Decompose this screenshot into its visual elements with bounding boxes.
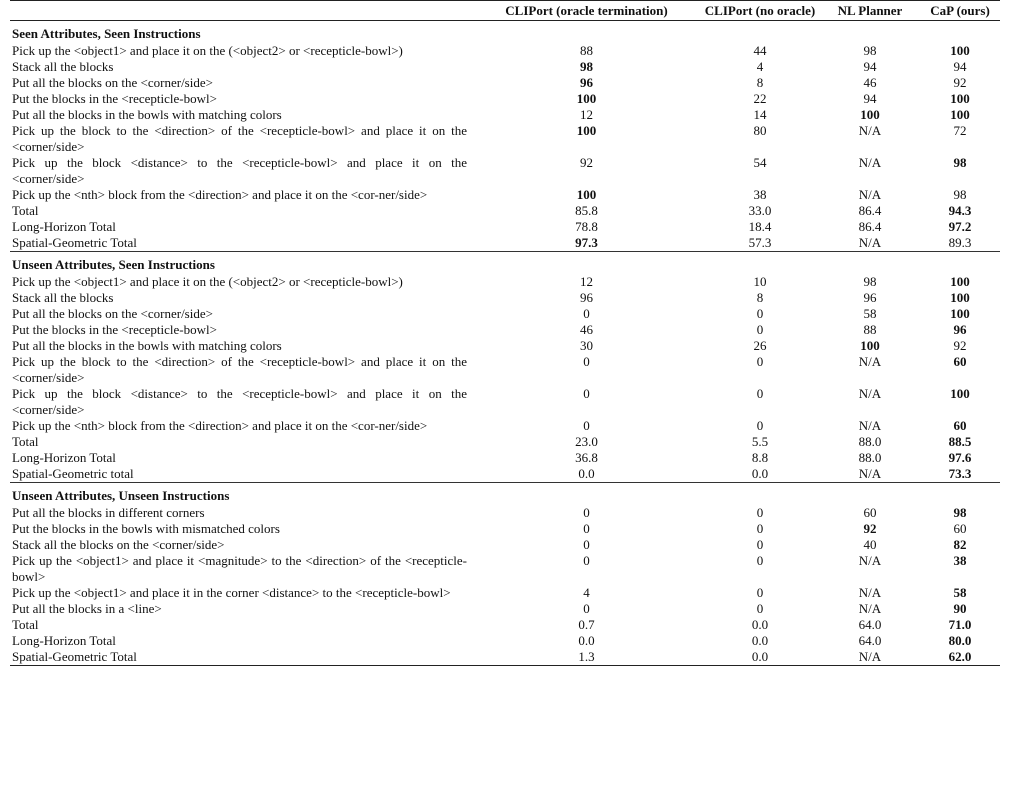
value-cell: 98	[580, 59, 593, 74]
value-cell: 46	[863, 75, 877, 90]
value-cell: N/A	[858, 123, 882, 138]
value-cell: 98	[953, 505, 967, 520]
value-cell: 1.3	[578, 649, 595, 664]
value-cell: 88.5	[948, 434, 972, 449]
value-cell: N/A	[858, 155, 882, 170]
value-cell: 0.0	[578, 466, 595, 481]
table-row	[10, 633, 1000, 649]
value-cell: 38	[753, 187, 767, 202]
value-cell: 72	[953, 123, 967, 138]
value-cell: N/A	[858, 553, 882, 568]
value-cell: 94	[863, 91, 877, 106]
value-cell: 23.0	[575, 434, 598, 449]
value-cell: 14	[753, 107, 767, 122]
value-cell: 92	[580, 155, 593, 170]
table-header	[10, 1, 1000, 21]
value-cell: 38	[953, 553, 967, 568]
table-row	[10, 585, 1000, 601]
value-cell: 100	[950, 274, 970, 289]
table-row	[10, 521, 1000, 537]
value-cell: 98	[953, 155, 967, 170]
table-row	[10, 505, 1000, 521]
value-cell: 97.3	[575, 235, 598, 250]
value-cell: 12	[580, 274, 593, 289]
table-row	[10, 203, 1000, 219]
table-row	[10, 235, 1000, 252]
header-cliport-oracle: CLIPort (oracle termination)	[505, 2, 668, 18]
task-cell: Stack all the blocks	[12, 290, 114, 305]
value-cell: 88.0	[858, 450, 882, 465]
table-row	[10, 553, 1000, 585]
header-nl-planner: NL Planner	[837, 2, 903, 18]
value-cell: 0	[583, 521, 590, 536]
table-row	[10, 290, 1000, 306]
value-cell: 100	[576, 123, 597, 138]
value-cell: 97.2	[948, 219, 972, 234]
value-cell: N/A	[858, 354, 882, 369]
value-cell: 100	[950, 107, 970, 122]
value-cell: 100	[576, 91, 597, 106]
header-cap-ours: CaP (ours)	[930, 2, 990, 18]
value-cell: 96	[580, 290, 593, 305]
table-row	[10, 338, 1000, 354]
value-cell: 36.8	[575, 450, 598, 465]
section-title: Unseen Attributes, Unseen Instructions	[12, 488, 230, 503]
value-cell: 92	[953, 75, 967, 90]
results-table-container	[10, 0, 1000, 666]
value-cell: 100	[950, 290, 970, 305]
value-cell: 30	[580, 338, 593, 353]
table-row	[10, 123, 1000, 155]
value-cell: 100	[950, 386, 970, 401]
value-cell: 94	[953, 59, 967, 74]
value-cell: 88	[580, 43, 593, 58]
value-cell: 88	[863, 322, 877, 337]
value-cell: 10	[753, 274, 767, 289]
value-cell: N/A	[858, 418, 882, 433]
value-cell: 100	[950, 91, 970, 106]
value-cell: 0	[756, 553, 764, 568]
value-cell: 98	[863, 274, 877, 289]
task-cell: Total	[12, 617, 39, 632]
section-header-row	[10, 21, 1000, 44]
value-cell: 0.0	[578, 633, 595, 648]
value-cell: 90	[953, 601, 967, 616]
value-cell: 78.8	[575, 219, 598, 234]
value-cell: 0	[583, 553, 590, 568]
task-cell: Put all the blocks in a <line>	[12, 601, 162, 616]
value-cell: 60	[953, 521, 967, 536]
value-cell: 0	[756, 322, 764, 337]
task-cell: Pick up the block <distance> to the <recepticle-bowl> and place it on the <corner/side>	[12, 155, 467, 186]
table-row	[10, 274, 1000, 290]
value-cell: 5.5	[751, 434, 769, 449]
value-cell: 0	[583, 354, 590, 369]
value-cell: 0.7	[578, 617, 595, 632]
value-cell: 0	[583, 601, 590, 616]
table-row	[10, 306, 1000, 322]
task-cell: Put all the blocks in different corners	[12, 505, 205, 520]
table-row	[10, 537, 1000, 553]
value-cell: 4	[583, 585, 590, 600]
task-cell: Pick up the <nth> block from the <direction> and place it on the <cor-ner/side>	[12, 418, 428, 433]
value-cell: 8	[756, 290, 764, 305]
table-row	[10, 219, 1000, 235]
value-cell: 57.3	[748, 235, 772, 250]
value-cell: 100	[860, 107, 880, 122]
table-row	[10, 418, 1000, 434]
value-cell: 4	[756, 59, 764, 74]
value-cell: N/A	[858, 601, 882, 616]
value-cell: 64.0	[858, 617, 882, 632]
value-cell: 0	[583, 537, 590, 552]
value-cell: 58	[953, 585, 967, 600]
value-cell: 0.0	[751, 466, 769, 481]
task-cell: Put all the blocks in the bowls with matching colors	[12, 107, 282, 122]
task-cell: Total	[12, 434, 39, 449]
value-cell: 92	[863, 521, 877, 536]
task-cell: Put the blocks in the bowls with mismatched colors	[12, 521, 280, 536]
value-cell: 0	[756, 585, 764, 600]
task-cell: Long-Horizon Total	[12, 633, 116, 648]
value-cell: 96	[580, 75, 593, 90]
value-cell: 40	[863, 537, 877, 552]
section-title: Unseen Attributes, Seen Instructions	[12, 257, 215, 272]
value-cell: 0	[583, 505, 590, 520]
value-cell: 88.0	[858, 434, 882, 449]
table-row	[10, 75, 1000, 91]
value-cell: N/A	[858, 187, 882, 202]
value-cell: 98	[953, 187, 967, 202]
value-cell: N/A	[858, 386, 882, 401]
value-cell: 60	[863, 505, 877, 520]
value-cell: 33.0	[748, 203, 772, 218]
value-cell: 0.0	[751, 617, 769, 632]
value-cell: 89.3	[948, 235, 972, 250]
value-cell: N/A	[858, 466, 882, 481]
value-cell: 22	[753, 91, 767, 106]
value-cell: 0	[756, 521, 764, 536]
value-cell: 100	[576, 187, 597, 202]
section-header-row	[10, 483, 1000, 506]
value-cell: 98	[863, 43, 877, 58]
task-cell: Pick up the <object1> and place it <magnitude> to the <direction> of the <recepticle-bowl>	[12, 553, 467, 584]
table-row	[10, 450, 1000, 466]
value-cell: 86.4	[858, 219, 882, 234]
value-cell: 97.6	[948, 450, 972, 465]
task-cell: Long-Horizon Total	[12, 219, 116, 234]
task-cell: Total	[12, 203, 39, 218]
value-cell: N/A	[858, 585, 882, 600]
value-cell: 96	[953, 322, 967, 337]
value-cell: 8.8	[751, 450, 769, 465]
task-cell: Put all the blocks on the <corner/side>	[12, 75, 213, 90]
task-cell: Pick up the <object1> and place it on the (<object2> or <recepticle-bowl>)	[12, 274, 403, 289]
table-row	[10, 187, 1000, 203]
task-cell: Pick up the <nth> block from the <direction> and place it on the <cor-ner/side>	[12, 187, 428, 202]
table-row	[10, 59, 1000, 75]
value-cell: 0	[583, 418, 590, 433]
header-task-column	[10, 1, 473, 21]
section-header-row	[10, 252, 1000, 275]
value-cell: 8	[756, 75, 764, 90]
value-cell: 96	[863, 290, 877, 305]
value-cell: 94.3	[948, 203, 972, 218]
task-cell: Put all the blocks in the bowls with matching colors	[12, 338, 282, 353]
value-cell: 18.4	[748, 219, 772, 234]
task-cell: Spatial-Geometric Total	[12, 235, 137, 250]
value-cell: 60	[953, 354, 967, 369]
value-cell: 0.0	[751, 649, 769, 664]
task-cell: Spatial-Geometric total	[12, 466, 134, 481]
value-cell: 73.3	[948, 466, 972, 481]
value-cell: 54	[753, 155, 767, 170]
task-cell: Spatial-Geometric Total	[12, 649, 137, 664]
table-row	[10, 322, 1000, 338]
table-row	[10, 617, 1000, 633]
value-cell: 46	[580, 322, 593, 337]
section-title: Seen Attributes, Seen Instructions	[12, 26, 201, 41]
value-cell: 60	[953, 418, 967, 433]
value-cell: 80	[753, 123, 767, 138]
table-row	[10, 466, 1000, 483]
value-cell: 0.0	[751, 633, 769, 648]
table-row	[10, 107, 1000, 123]
table-row	[10, 91, 1000, 107]
value-cell: 100	[950, 306, 970, 321]
value-cell: 62.0	[948, 649, 972, 664]
value-cell: 0	[583, 306, 590, 321]
value-cell: 0	[583, 386, 590, 401]
table-body	[10, 21, 1000, 666]
value-cell: 82	[953, 537, 967, 552]
value-cell: N/A	[858, 649, 882, 664]
value-cell: 64.0	[858, 633, 882, 648]
value-cell: 71.0	[948, 617, 972, 632]
value-cell: N/A	[858, 235, 882, 250]
task-cell: Stack all the blocks on the <corner/side>	[12, 537, 225, 552]
value-cell: 58	[863, 306, 877, 321]
task-cell: Put the blocks in the <recepticle-bowl>	[12, 322, 217, 337]
value-cell: 100	[860, 338, 880, 353]
task-cell: Long-Horizon Total	[12, 450, 116, 465]
value-cell: 0	[756, 505, 764, 520]
table-row	[10, 43, 1000, 59]
value-cell: 12	[580, 107, 593, 122]
value-cell: 100	[950, 43, 970, 58]
task-cell: Put the blocks in the <recepticle-bowl>	[12, 91, 217, 106]
header-row	[10, 1, 1000, 21]
results-table	[10, 0, 1000, 666]
value-cell: 0	[756, 537, 764, 552]
task-cell: Pick up the block to the <direction> of the <recepticle-bowl> and place it on the <corner/side>	[12, 354, 467, 385]
value-cell: 0	[756, 306, 764, 321]
task-cell: Stack all the blocks	[12, 59, 114, 74]
task-cell: Pick up the <object1> and place it in the corner <distance> to the <recepticle-bowl>	[12, 585, 451, 600]
table-row	[10, 386, 1000, 418]
value-cell: 80.0	[948, 633, 972, 648]
table-row	[10, 601, 1000, 617]
value-cell: 26	[753, 338, 767, 353]
value-cell: 44	[753, 43, 767, 58]
task-cell: Pick up the block to the <direction> of the <recepticle-bowl> and place it on the <corner/side>	[12, 123, 467, 154]
value-cell: 94	[863, 59, 877, 74]
value-cell: 86.4	[858, 203, 882, 218]
table-row	[10, 649, 1000, 666]
value-cell: 85.8	[575, 203, 598, 218]
table-row	[10, 155, 1000, 187]
value-cell: 0	[756, 354, 764, 369]
task-cell: Pick up the <object1> and place it on the (<object2> or <recepticle-bowl>)	[12, 43, 403, 58]
value-cell: 0	[756, 386, 764, 401]
task-cell: Pick up the block <distance> to the <recepticle-bowl> and place it on the <corner/side>	[12, 386, 467, 417]
value-cell: 92	[953, 338, 967, 353]
table-row	[10, 434, 1000, 450]
value-cell: 0	[756, 601, 764, 616]
task-cell: Put all the blocks on the <corner/side>	[12, 306, 213, 321]
value-cell: 0	[756, 418, 764, 433]
table-row	[10, 354, 1000, 386]
header-cliport-no-oracle: CLIPort (no oracle)	[704, 2, 816, 18]
